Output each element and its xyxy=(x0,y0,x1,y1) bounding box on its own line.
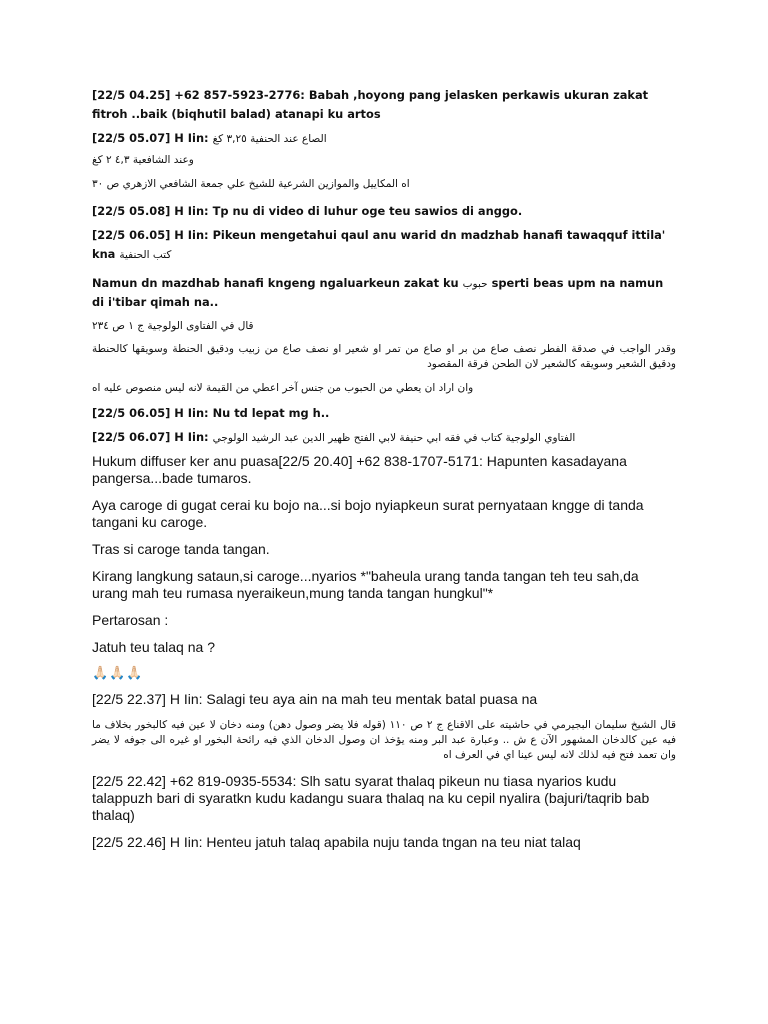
arabic-citation: قال في الفتاوى الولوجية ج ١ ص ٢٣٤ xyxy=(92,320,254,332)
arabic-text: الصاع عند الحنفية ٣,٢٥ كغ xyxy=(212,133,327,145)
message-sa-measure xyxy=(92,129,676,148)
arabic-line: اه المكاييل والموازين الشرعية للشيخ علي جمعة الشافعي الازهري ص ٣٠ xyxy=(92,178,410,190)
message-text: [22/5 06.05] H Iin: Pikeun mengetahui qaul anu warid dn madzhab hanafi tawaqquf ittila' kna xyxy=(92,228,666,261)
arabic-text: كتب الحنفية xyxy=(119,249,172,261)
arabic-paragraph: وقدر الواجب في صدقة الفطر نصف صاع من بر او صاع من تمر او شعير او نصف صاع من زبيب ودقيق الحنطة وسويقها كالحنطة ودقيق الشعير وسويقه كالشعير لان الطحن فرقة المقصود xyxy=(92,343,676,370)
message-after-year: Kirang langkung sataun,si caroge...nyarios *"baheula urang tanda tangan teh teu sah,da urang mah teu rumasa nyeraikeun,mung tanda tangan hungkul"* xyxy=(92,568,639,601)
praying-hands-icon: 🙏🏻🙏🏻🙏🏻 xyxy=(92,666,144,681)
message-zakat-question: [22/5 04.25] +62 857-5923-2776: Babah ,hoyong pang jelasken perkawis ukuran zakat fitroh ..baik (biqhutil balad) atanapi ku artos xyxy=(92,88,649,121)
message-signed: Tras si caroge tanda tangan. xyxy=(92,541,270,557)
message-header: [22/5 05.07] H Iin: xyxy=(92,131,209,145)
arabic-text: الفتاوي الولوجية كتاب في فقه ابي حنيفة لابي الفتح ظهير الدين عبد الرشيد الولوجي xyxy=(212,432,576,444)
message-text: Namun dn mazdhab hanafi kngeng ngaluarkeun zakat ku xyxy=(92,276,459,290)
message-hanafi-qaul xyxy=(92,226,676,264)
message-talaq-answer: [22/5 22.46] H Iin: Henteu jatuh talaq apabila nuju tanda tngan na teu niat talaq xyxy=(92,834,581,850)
arabic-text: حبوب xyxy=(462,278,488,290)
message-correction: [22/5 06.05] H Iin: Nu td lepat mg h.. xyxy=(92,406,330,420)
message-book-info xyxy=(92,428,676,447)
message-fasting-answer: [22/5 22.37] H Iin: Salagi teu aya ain na mah teu mentak batal puasa na xyxy=(92,691,538,707)
message-question-label: Pertarosan : xyxy=(92,612,169,628)
arabic-line: وعند الشافعية ٤,٣ ٢ كغ xyxy=(92,154,194,166)
message-talaq-condition: [22/5 22.42] +62 819-0935-5534: Slh satu syarat thalaq pikeun nu tiasa nyarios kudu talappuzh bari di syaratkn kudu kadangu suara thalaq na ku cepil nyalira (bajuri/taqrib bab thalaq) xyxy=(92,773,650,823)
arabic-paragraph: قال الشيخ سليمان البجيرمي في حاشيته على الاقناع ج ٢ ص ١١٠ (قوله فلا يضر وصول دهن) ومنه دخان لا عين فيه كالبخور بخلاف ما فيه عين كالدخان المشهور الآن ع ش .. وعبارة عبد البر ومنه يؤخذ ان وصول الدخان الذي فيه رائحة البخور او غيره الى جوفه لا يضر وان تعمد فتح فيه لذلك لانه ليس عينا اي في العرف اه xyxy=(92,719,676,761)
arabic-line: وان اراد ان يعطي من الحبوب من جنس آخر اعطي من القيمة لانه ليس منصوص عليه اه xyxy=(92,382,474,394)
message-question: Jatuh teu talaq na ? xyxy=(92,639,215,655)
message-diffuser: Hukum diffuser ker anu puasa[22/5 20.40] +62 838-1707-5171: Hapunten kasadayana pangersa...bade tumaros. xyxy=(92,453,627,486)
message-video-note: [22/5 05.08] H Iin: Tp nu di video di luhur oge teu sawios di anggo. xyxy=(92,204,523,218)
message-divorce-case: Aya caroge di gugat cerai ku bojo na...si bojo nyiapkeun surat pernyataan kngge di tanda tangani ku caroge. xyxy=(92,497,644,530)
message-header: [22/5 06.07] H Iin: xyxy=(92,430,209,444)
message-hanafi-zakat xyxy=(92,274,676,312)
message-text: sperti beas upm na namun di i'tibar qimah na.. xyxy=(92,276,664,309)
